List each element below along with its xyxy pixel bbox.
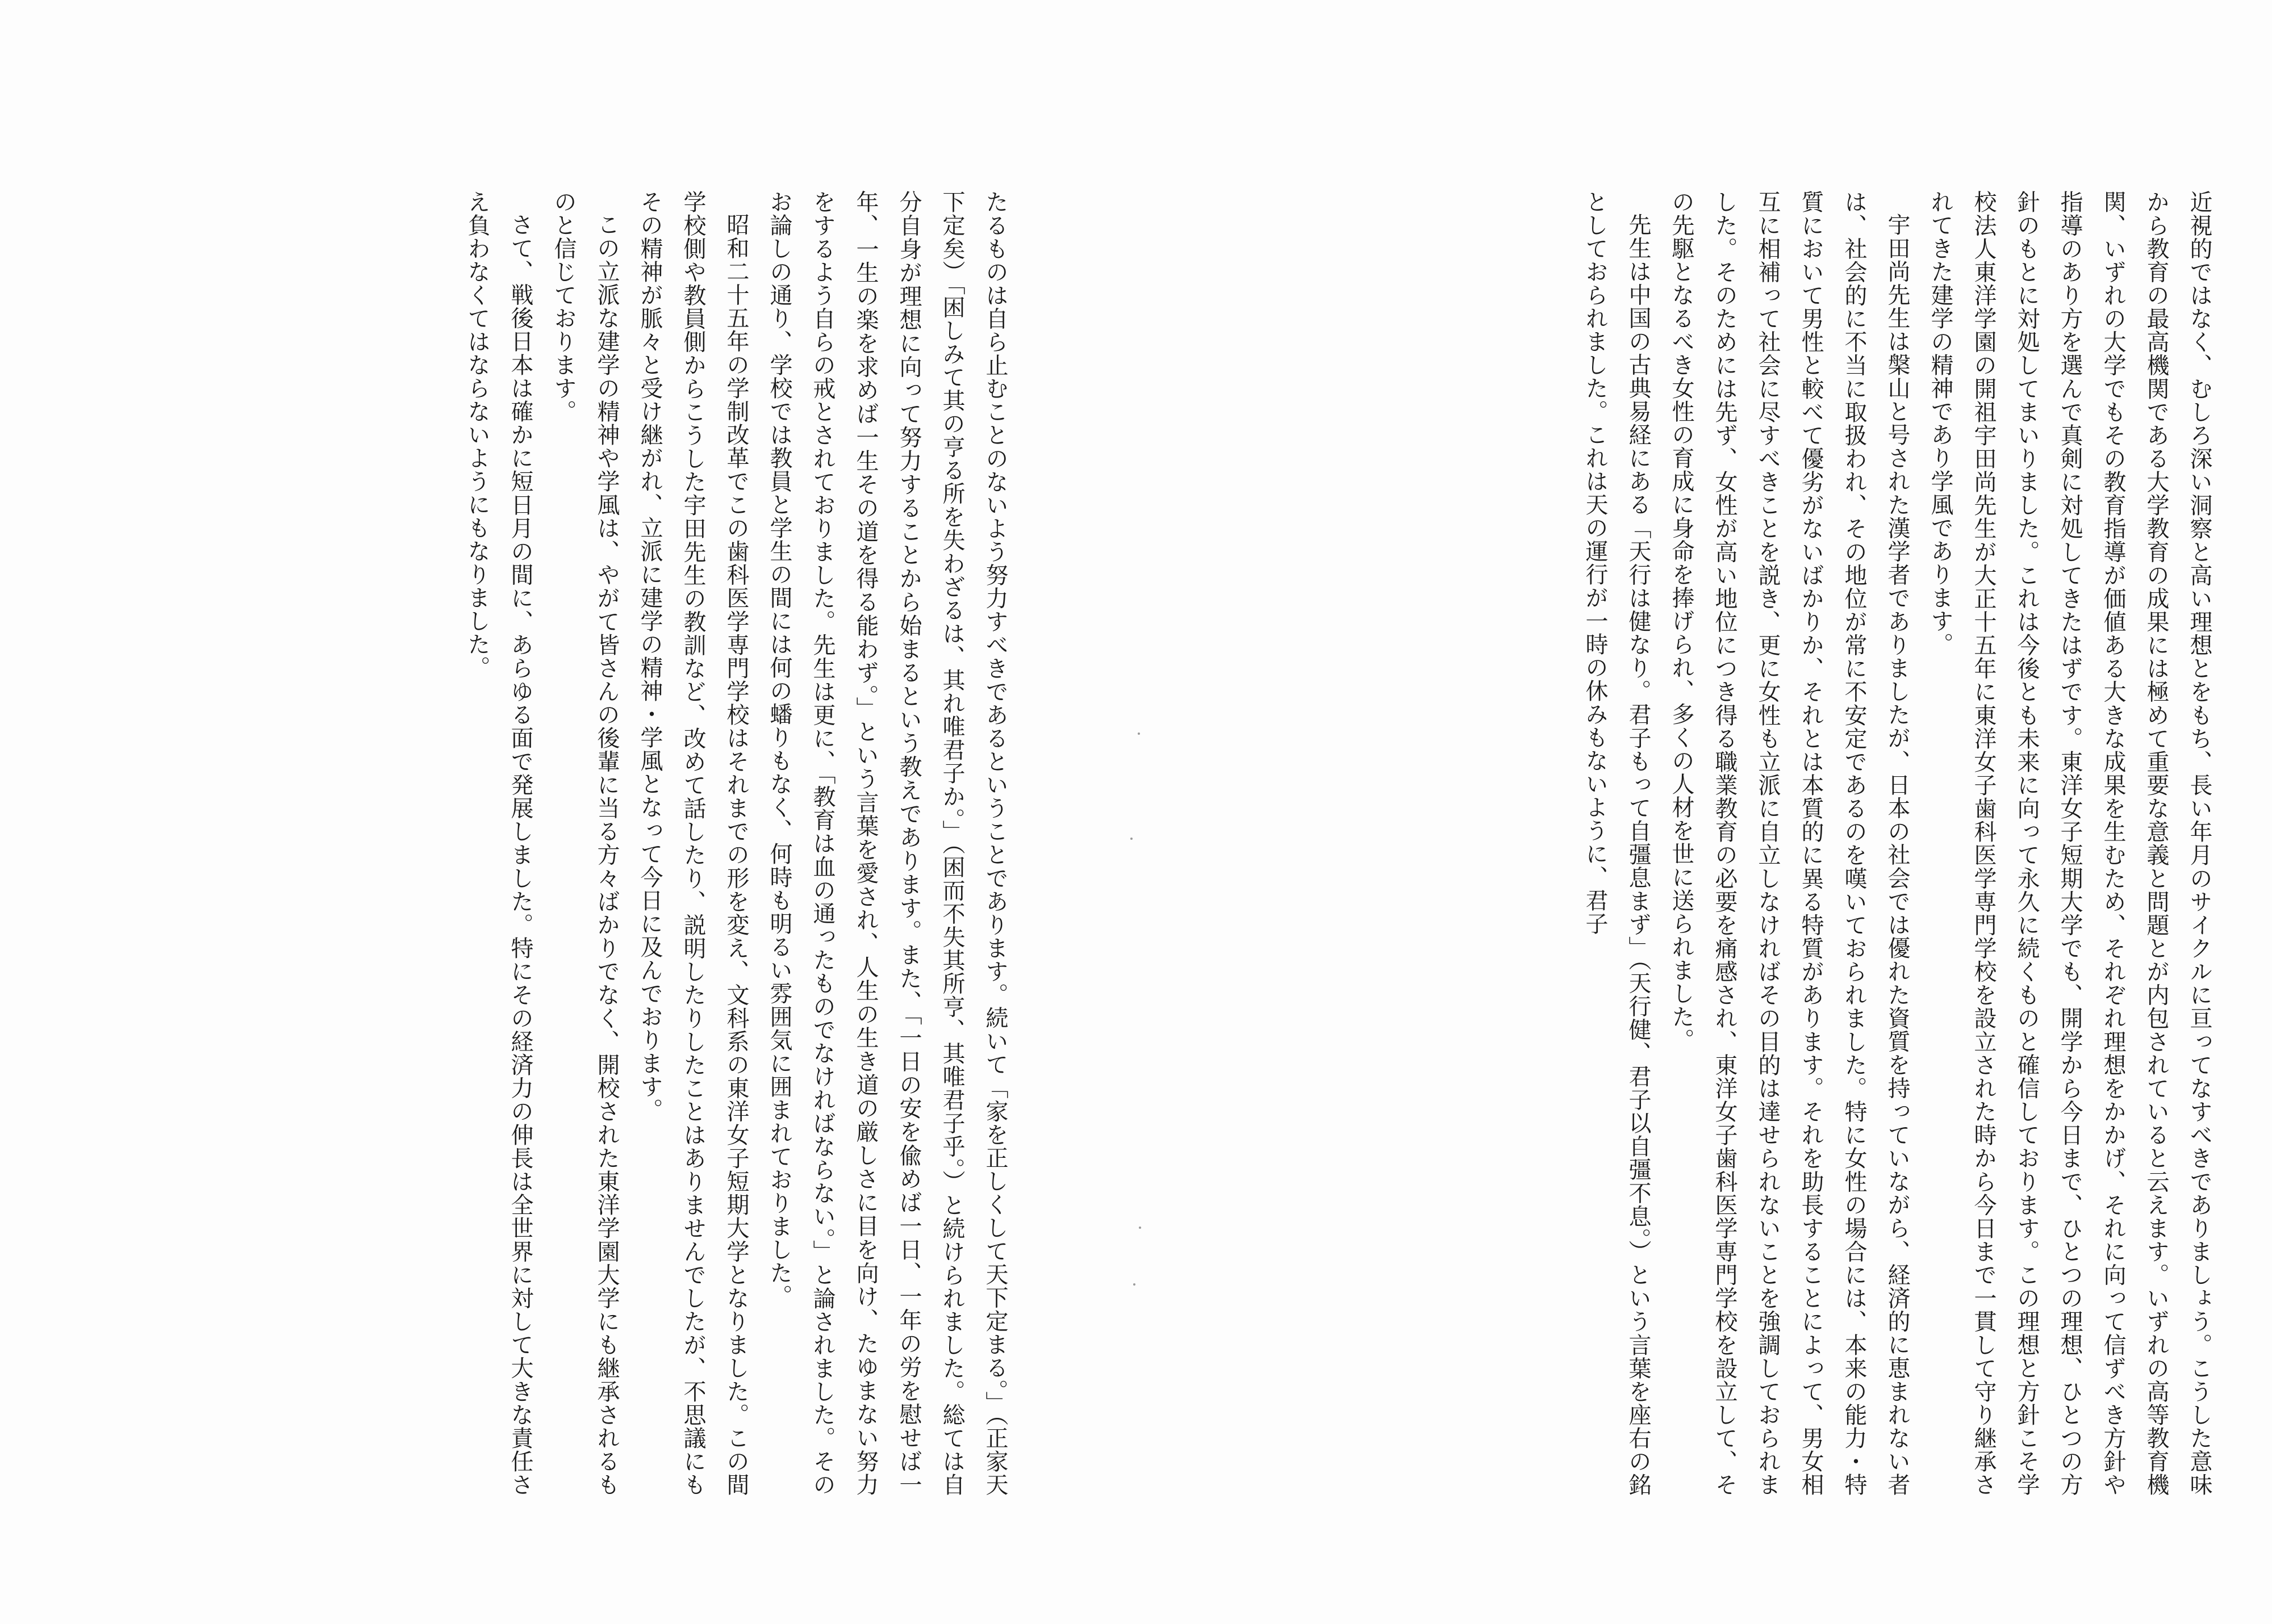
paragraph: 先生は中国の古典易経にある「天行は健なり。君子もって自彊息まず」（天行健、君子以自彊不息。）という言葉を座右の銘としておられました。これは天の運行が一時の休みもないように、君子 xyxy=(1582,190,1651,1496)
scan-speck xyxy=(1130,838,1133,840)
right-page xyxy=(1136,0,2272,1624)
left-page-text-column xyxy=(148,190,1017,1496)
paragraph: 宇田尚先生は槃山と号された漢学者でありましたが、日本の社会では優れた資質を持っていながら、経済的に恵まれない者は、社会的に不当に取扱われ、その地位が常に不安定であるのを嘆いておられました。特に女性の場合には、本来の能力・特質において男性と較べて優劣がないばかりか、それとは本質的に異る特質があります。それを助長することによって、男女相互に相補って社会に尽すべきことを説き、更に女性も立派に自立しなければその目的は達せられないことを強調しておられました。そのためには先ず、女性が高い地位につき得る職業教育の必要を痛感され、東洋女子歯科医学専門学校を設立して、その先駆となるべき女性の育成に身命を捧げられ、多くの人材を世に送られました。 xyxy=(1668,190,1910,1496)
right-page-text-column xyxy=(1272,190,2221,1496)
scan-speck xyxy=(1138,733,1140,735)
paragraph: この立派な建学の精神や学風は、やがて皆さんの後輩に当る方々ばかりでなく、開校された東洋学園大学にも継承されるものと信じております。 xyxy=(550,190,620,1496)
scan-speck xyxy=(1139,1227,1141,1229)
paragraph: たるものは自ら止むことのないよう努力すべきであるということであります。続いて「家を正しくして天下定まる。」（正家天下定矣）「困しみて其の亨る所を失わざるは、其れ唯君子か。」（困而不失其所亨、其唯君子乎。）と続けられました。総ては自分自身が理想に向って努力することから始まるという教えであります。また、「一日の安を偸めば一日、一年の労を慰せば一年、一生の楽を求めば一生その道を得る能わず。」という言葉を愛され、人生の生き道の厳しさに目を向け、たゆまない努力をするよう自らの戒とされておりました。先生は更に、「教育は血の通ったものでなければならない。」と論されました。そのお論しの通り、学校では教員と学生の間には何の蟠りもなく、何時も明るい雰囲気に囲まれておりました。 xyxy=(766,190,1008,1496)
paragraph: 近視的ではなく、むしろ深い洞察と高い理想とをもち、長い年月のサイクルに亘ってなすべきでありましょう。こうした意味から教育の最高機関である大学教育の成果には極めて重要な意義と問題とが内包されていると云えます。いずれの高等教育機関、いずれの大学でもその教育指導が価値ある大きな成果を生むため、それぞれ理想をかかげ、それに向って信ずべき方針や指導のあり方を選んで真剣に対処してきたはずです。東洋女子短期大学でも、開学から今日まで、ひとつの理想、ひとつの方針のもとに対処してまいりました。これは今後とも未来に向って永久に続くものと確信しております。この理想と方針こそ学校法人東洋学園の開祖宇田尚先生が大正十五年に東洋女子歯科医学専門学校を設立された時から今日まで一貫して守り継承されてきた建学の精神であり学風であります。 xyxy=(1927,190,2212,1496)
scan-speck xyxy=(1133,1283,1135,1286)
paragraph: 昭和二十五年の学制改革でこの歯科医学専門学校はそれまでの形を変え、文科系の東洋女子短期大学となりました。この間学校側や教員側からこうした宇田先生の教訓など、改めて話したり、説明したりしたことはありませんでしたが、不思議にもその精神が脈々と受け継がれ、立派に建学の精神・学風となって今日に及んでおります。 xyxy=(637,190,749,1496)
paragraph: さて、戦後日本は確かに短日月の間に、あらゆる面で発展しました。特にその経済力の伸長は全世界に対して大きな責任さえ負わなくてはならないようにもなりました。 xyxy=(464,190,533,1496)
